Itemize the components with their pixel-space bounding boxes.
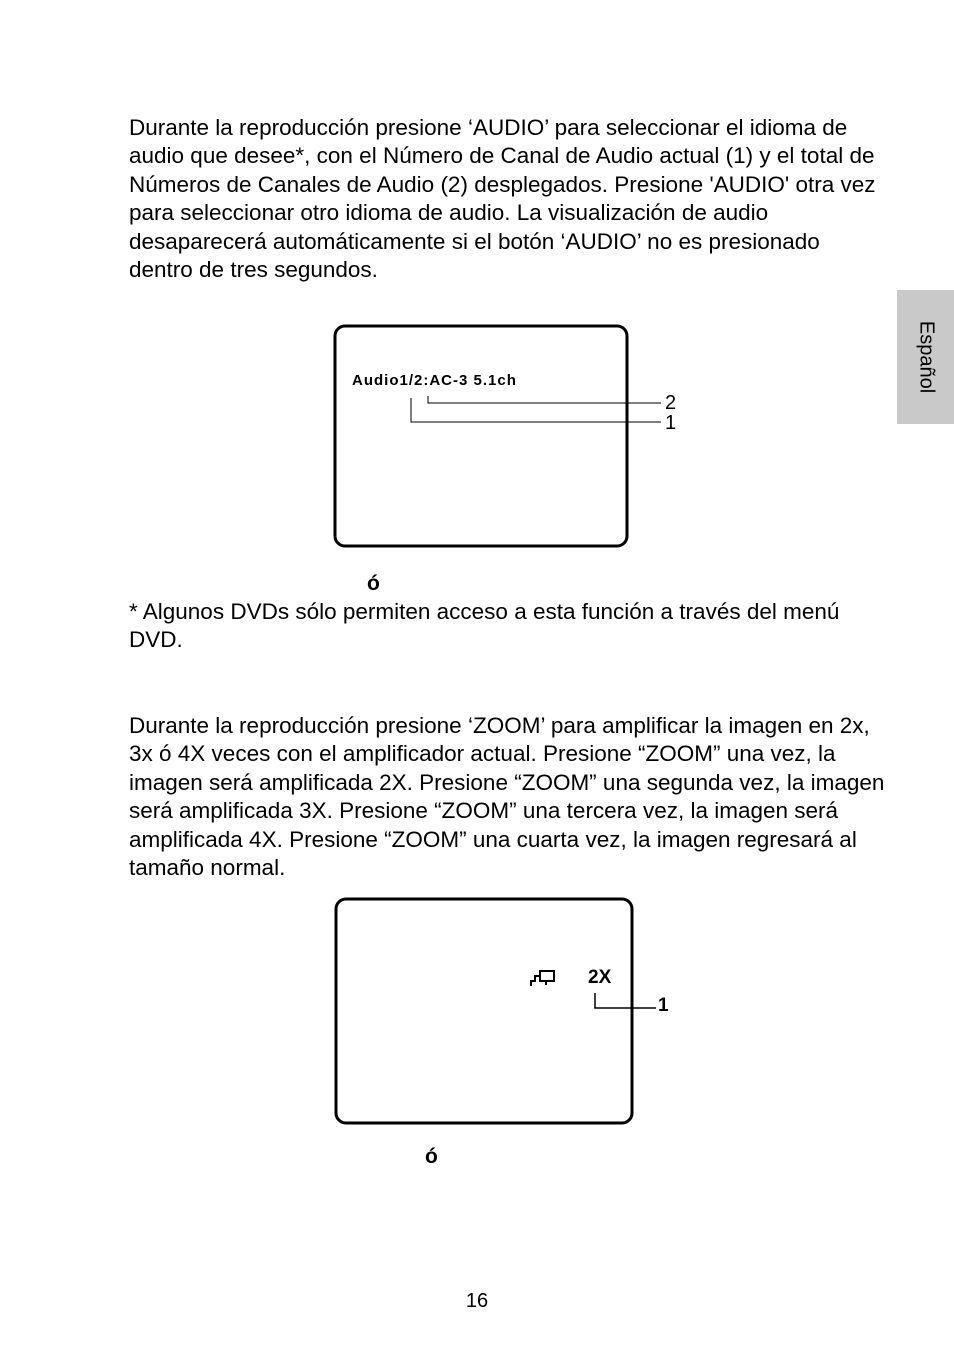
audio-figure-caption: ó [367,572,380,595]
zoom-figure-caption: ó [425,1145,438,1168]
zoom-paragraph: Durante la reproducción presione ‘ZOOM’ para amplificar la imagen en 2x, 3x ó 4X veces con el amplificador actual. Presione “ZOOM” una vez, la imagen será amplificada 2X. Presione “ZOOM” una segunda vez, la imagen será amplificada 3X. Presione “ZOOM” una tercera vez, la imagen será amplificada 4X. Presione “ZOOM” una cuarta vez, la imagen regresará al tamaño normal. [129,713,885,881]
zoom-callout-1: 1 [658,995,669,1016]
zoom-screen-figure [334,897,684,1127]
zoom-osd-text: 2X [588,967,612,988]
callout-2: 2 [665,392,677,414]
audio-footnote: * Algunos DVDs sólo permiten acceso a esta función a través del menú DVD. [129,599,840,653]
zoom-screen-frame [334,897,684,1127]
audio-screen-figure [333,324,693,550]
zoom-icon [529,969,559,991]
audio-osd-text: Audio1/2:AC-3 5.1ch [352,372,517,389]
language-side-tab [897,290,954,424]
page-number: 16 [465,1290,489,1312]
callout-1: 1 [665,412,677,434]
audio-paragraph: Durante la reproducción presione ‘AUDIO’ para seleccionar el idioma de audio que desee*, con el Número de Canal de Audio actual (1) y el total de Números de Canales de Audio (2) desplegados. Presione 'AUDIO' otra vez para seleccionar otro idioma de audio. La visualización de audio desaparecerá automáticamente si el botón ‘AUDIO’ no es presionado dentro de tres segundos. [129,115,876,283]
audio-screen-frame [333,324,693,550]
language-tab-label: Español [915,320,937,394]
